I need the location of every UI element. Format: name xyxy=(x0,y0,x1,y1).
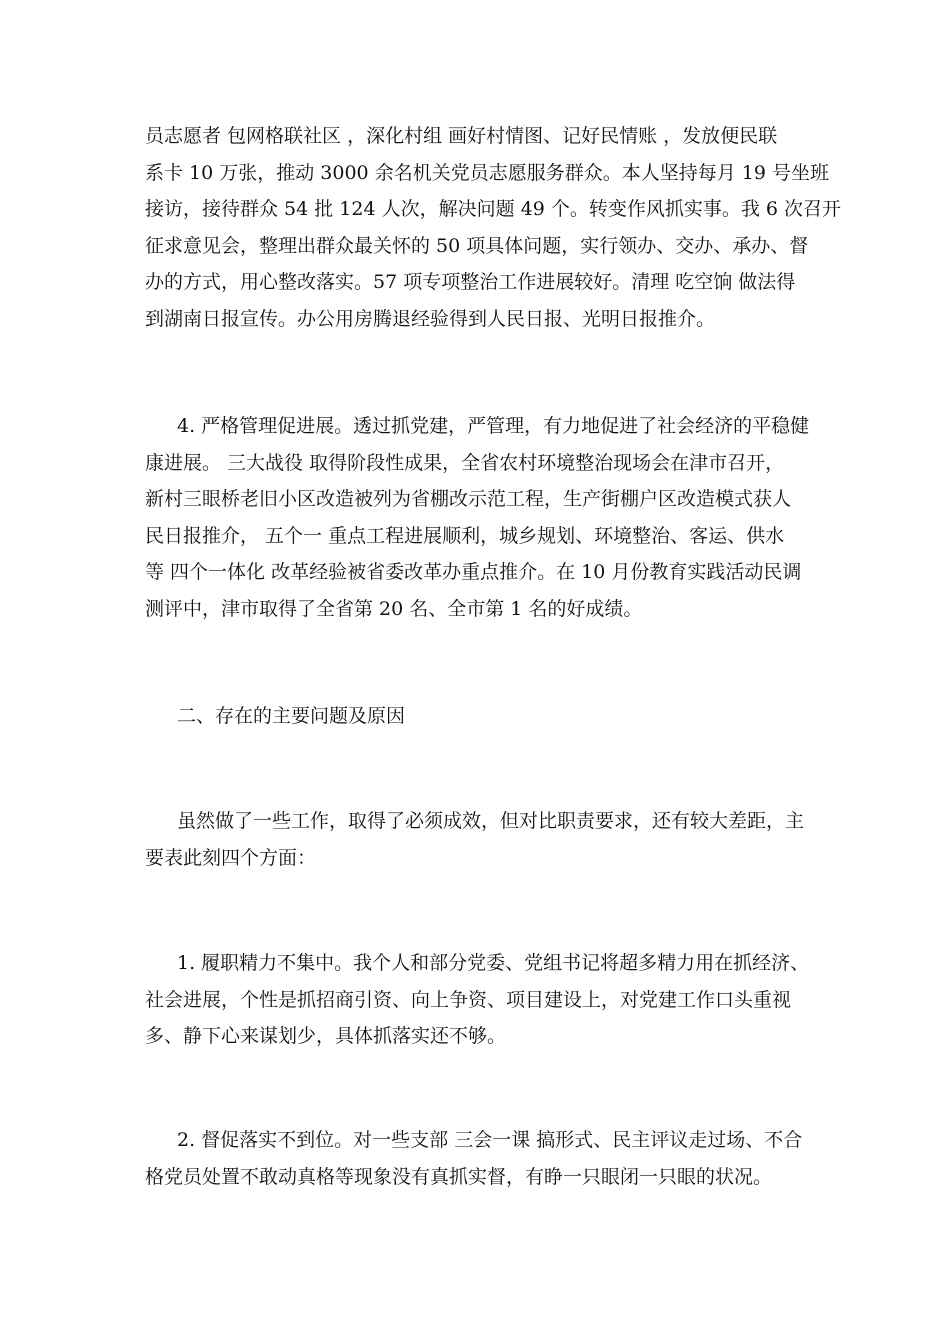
text-line: 新村三眼桥老旧小区改造被列为省棚改示范工程，生产街棚户区改造模式获人 xyxy=(145,488,792,510)
text-line: 1. 履职精力不集中。我个人和部分党委、党组书记将超多精力用在抓经济、 xyxy=(177,952,810,974)
text-line: 康进展。 三大战役 取得阶段性成果，全省农村环境整治现场会在津市召开， xyxy=(145,451,785,474)
paragraph-problem-2 xyxy=(145,1122,809,1195)
paragraph-problem-1 xyxy=(145,945,809,1055)
text-line: 格党员处置不敢动真格等现象没有真抓实督，有睁一只眼闭一只眼的状况。 xyxy=(145,1165,773,1188)
text-line: 4. 严格管理促进展。透过抓党建，严管理，有力地促进了社会经济的平稳健 xyxy=(177,415,810,437)
text-line: 征求意见会，整理出群众最关怀的 50 项具体问题，实行领办、交办、承办、督 xyxy=(145,234,809,257)
text-line: 虽然做了一些工作，取得了必须成效，但对比职责要求，还有较大差距，主 xyxy=(177,810,805,832)
section-heading-problems xyxy=(145,698,809,735)
text-line: 员志愿者 包网格联社区 ，深化村组 画好村情图、记好民情账 ，发放便民联 xyxy=(145,125,778,147)
text-line: 测评中，津市取得了全省第 20 名、全市第 1 名的好成绩。 xyxy=(145,597,643,620)
text-line: 社会进展，个性是抓招商引资、向上争资、项目建设上，对党建工作口头重视 xyxy=(145,988,792,1011)
text-line: 接访，接待群众 54 批 124 人次，解决问题 49 个。转变作风抓实事。我 6 次召开 xyxy=(145,198,842,220)
text-line: 2. 督促落实不到位。对一些支部 三会一课 搞形式、民主评议走过场、不合 xyxy=(177,1129,803,1151)
paragraph-strict-management xyxy=(145,408,809,627)
paragraph-volunteer-service xyxy=(145,118,842,337)
text-line: 办的方式，用心整改落实。57 项专项整治工作进展较好。清理 吃空饷 做法得 xyxy=(145,271,796,293)
paragraph-gap-summary xyxy=(145,803,809,876)
text-line: 等 四个一体化 改革经验被省委改革办重点推介。在 10 月份教育实践活动民调 xyxy=(145,561,802,583)
text-line: 系卡 10 万张，推动 3000 余名机关党员志愿服务群众。本人坚持每月 19 号坐班 xyxy=(145,161,829,184)
text-line: 民日报推介， 五个一 重点工程进展顺利，城乡规划、环境整治、客运、供水 xyxy=(145,524,785,547)
text-line: 多、静下心来谋划少，具体抓落实还不够。 xyxy=(145,1025,507,1047)
section-heading: 二、存在的主要问题及原因 xyxy=(177,705,406,727)
text-line: 要表此刻四个方面： xyxy=(145,846,317,869)
text-line: 到湖南日报宣传。办公用房腾退经验得到人民日报、光明日报推介。 xyxy=(145,307,716,330)
